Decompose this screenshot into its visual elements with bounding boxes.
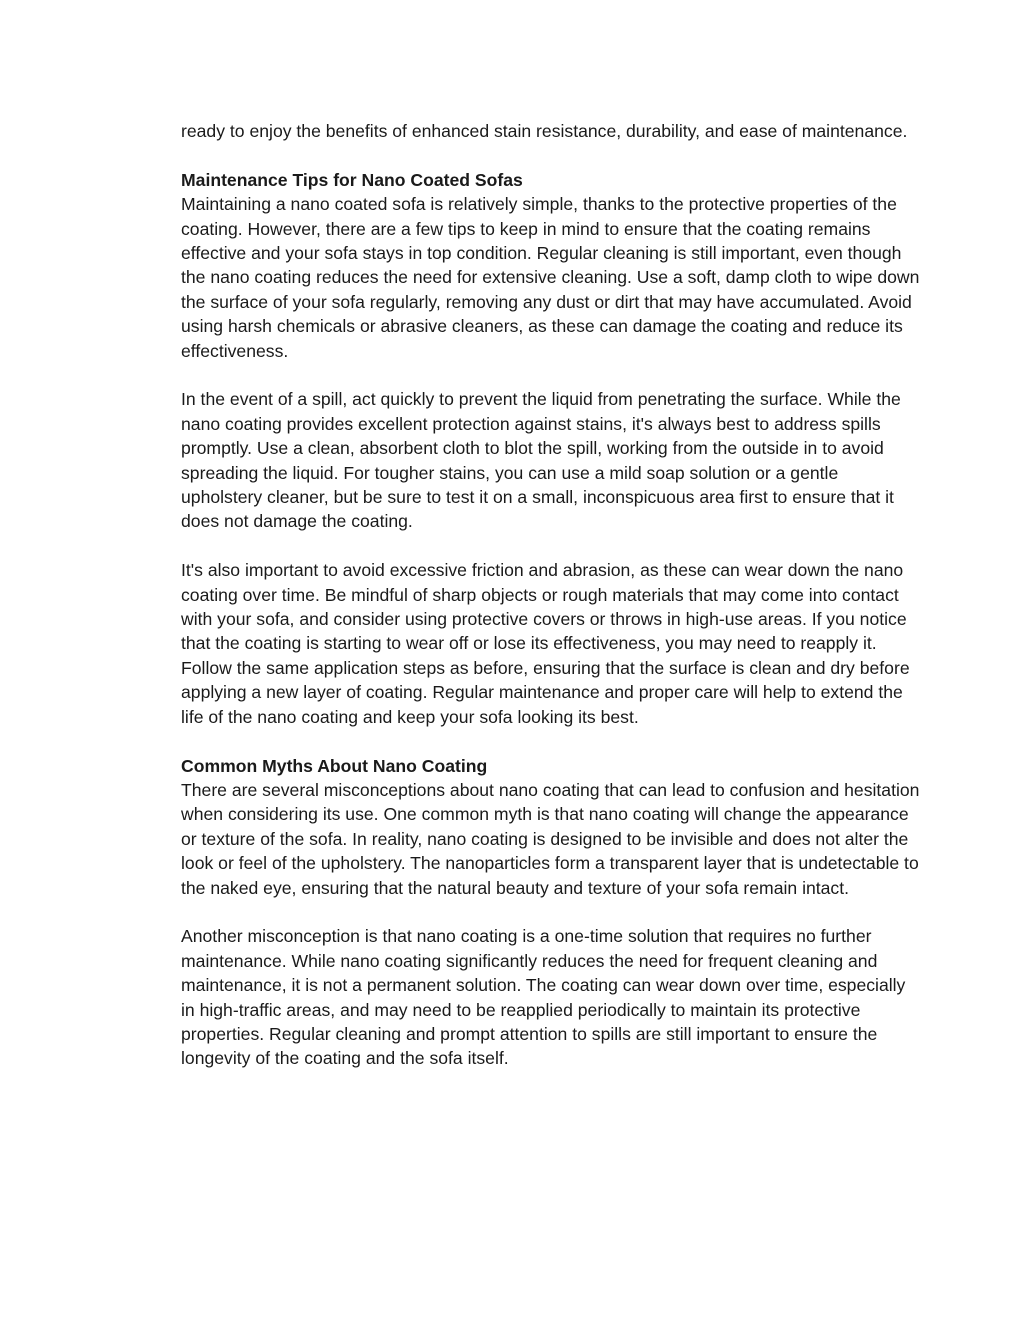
myths-heading: Common Myths About Nano Coating xyxy=(181,755,488,776)
myths-paragraph-1: There are several misconceptions about nano coating that can lead to confusion and hesitation when considering its use. One common myth is that nano coating will change the appearance or texture of the sofa. In reality, nano coating is designed to be invisible and does not alter the look or feel of the upholstery. The nanoparticles form a transparent layer that is undetectable to the naked eye, ensuring that the natural beauty and texture of your sofa remain intact. xyxy=(181,779,920,898)
maintenance-paragraph-1: Maintaining a nano coated sofa is relatively simple, thanks to the protective properties of the coating. However, there are a few tips to keep in mind to ensure that the coating remains effective and your sofa stays in top condition. Regular cleaning is still important, even though the nano coating reduces the need for extensive cleaning. Use a soft, damp cloth to wipe down the surface of your sofa regularly, removing any dust or dirt that may have accumulated. Avoid using harsh chemicals or abrasive cleaners, as these can damage the coating and reduce its effectiveness. xyxy=(181,194,920,361)
maintenance-section xyxy=(181,168,921,363)
maintenance-paragraph-2: In the event of a spill, act quickly to prevent the liquid from penetrating the surface. While the nano coating provides excellent protection against stains, it's always best to address spills promptly. Use a clean, absorbent cloth to blot the spill, working from the outside in to avoid spreading the liquid. For tougher stains, you can use a mild soap solution or a gentle upholstery cleaner, but be sure to test it on a small, inconspicuous area first to ensure that it does not damage the coating. xyxy=(181,389,901,532)
myths-paragraph-2: Another misconception is that nano coating is a one-time solution that requires no further maintenance. While nano coating significantly reduces the need for frequent cleaning and maintenance, it is not a permanent solution. The coating can wear down over time, especially in high-traffic areas, and may need to be reapplied periodically to maintain its protective properties. Regular cleaning and prompt attention to spills are still important to ensure the longevity of the coating and the sofa itself. xyxy=(181,926,906,1069)
intro-paragraph: ready to enjoy the benefits of enhanced stain resistance, durability, and ease of maintenance. xyxy=(181,121,908,141)
maintenance-heading: Maintenance Tips for Nano Coated Sofas xyxy=(181,169,523,190)
maintenance-paragraph-3: It's also important to avoid excessive friction and abrasion, as these can wear down the nano coating over time. Be mindful of sharp objects or rough materials that may come into contact with your sofa, and consider using protective covers or throws in high-use areas. If you notice that the coating is starting to wear off or lose its effectiveness, you may need to reapply it. Follow the same application steps as before, ensuring that the surface is clean and dry before applying a new layer of coating. Regular maintenance and proper care will help to extend the life of the nano coating and keep your sofa looking its best. xyxy=(181,560,910,727)
myths-section xyxy=(181,754,921,900)
document-page xyxy=(181,119,921,1095)
